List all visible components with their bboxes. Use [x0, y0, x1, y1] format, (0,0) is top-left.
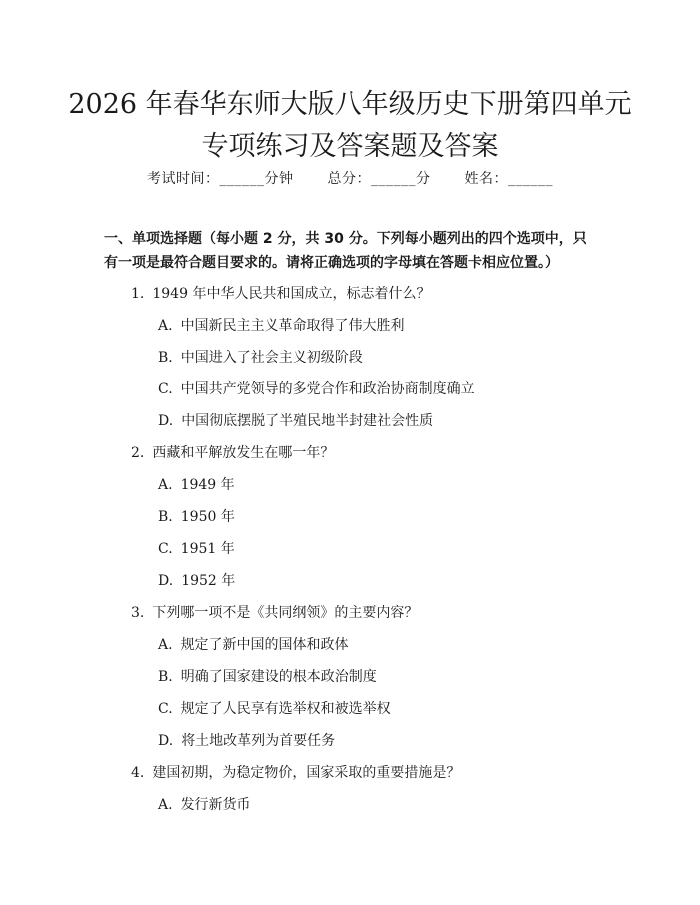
option-label: D. [158, 573, 174, 589]
question-4 [131, 762, 460, 782]
question-1-option-c [158, 378, 475, 398]
question-text: 下列哪一项不是《共同纲领》的主要内容？ [152, 605, 419, 621]
option-text: 中国进入了社会主义初级阶段 [180, 350, 363, 366]
question-2-option-d [158, 570, 235, 590]
question-3-option-c [158, 698, 391, 718]
student-name-field: 姓名：______ [464, 171, 553, 187]
question-3-option-b [158, 666, 377, 686]
option-text: 中国新民主主义革命取得了伟大胜利 [180, 318, 405, 334]
question-2-option-a [158, 474, 235, 494]
question-number: 1. [131, 286, 145, 302]
option-text: 1949 年 [180, 477, 235, 493]
exam-time-field: 考试时间：______分钟 [147, 171, 294, 187]
option-text: 将土地改革列为首要任务 [181, 733, 336, 749]
question-2-option-b [158, 506, 235, 526]
question-1-option-b [158, 347, 363, 367]
question-3 [131, 602, 418, 622]
question-number: 4. [131, 765, 145, 781]
question-number: 2. [131, 445, 145, 461]
exam-info-line [0, 168, 700, 188]
option-text: 中国彻底摆脱了半殖民地半封建社会性质 [181, 413, 434, 429]
option-text: 中国共产党领导的多党合作和政治协商制度确立 [180, 381, 475, 397]
question-3-option-a [158, 634, 349, 654]
page-title: 2026 年春华东师大版八年级历史下册第四单元专项练习及答案题及答案 [68, 89, 632, 162]
question-4-option-a [158, 794, 251, 814]
option-label: A. [158, 318, 173, 334]
option-text: 1952 年 [181, 573, 236, 589]
question-1 [131, 283, 430, 303]
option-text: 规定了新中国的国体和政体 [180, 637, 349, 653]
option-label: C. [158, 701, 173, 717]
question-2-option-c [158, 538, 235, 558]
option-label: C. [158, 381, 173, 397]
question-1-option-d [158, 410, 433, 430]
option-label: A. [158, 797, 173, 813]
option-label: B. [158, 669, 173, 685]
option-text: 1951 年 [180, 541, 235, 557]
option-label: A. [158, 477, 173, 493]
option-label: D. [158, 413, 174, 429]
option-label: B. [158, 350, 173, 366]
question-number: 3. [131, 605, 145, 621]
question-1-option-a [158, 315, 405, 335]
question-text: 建国初期，为稳定物价，国家采取的重要措施是？ [152, 765, 461, 781]
option-label: B. [158, 509, 173, 525]
option-text: 明确了国家建设的根本政治制度 [180, 669, 377, 685]
option-text: 规定了人民享有选举权和被选举权 [180, 701, 391, 717]
total-score-field: 总分：______分 [327, 171, 431, 187]
option-text: 1950 年 [180, 509, 235, 525]
option-text: 发行新货币 [180, 797, 251, 813]
question-2 [131, 442, 334, 462]
question-3-option-d [158, 730, 335, 750]
option-label: C. [158, 541, 173, 557]
option-label: D. [158, 733, 174, 749]
option-label: A. [158, 637, 173, 653]
section-heading: 一、单项选择题（每小题 2 分，共 30 分。下列每小题列出的四个选项中，只有一项是最符合题目要求的。请将正确选项的字母填在答题卡相应位置。） [104, 231, 587, 271]
question-text: 西藏和平解放发生在哪一年？ [152, 445, 335, 461]
question-text: 1949 年中华人民共和国成立，标志着什么？ [152, 286, 431, 302]
